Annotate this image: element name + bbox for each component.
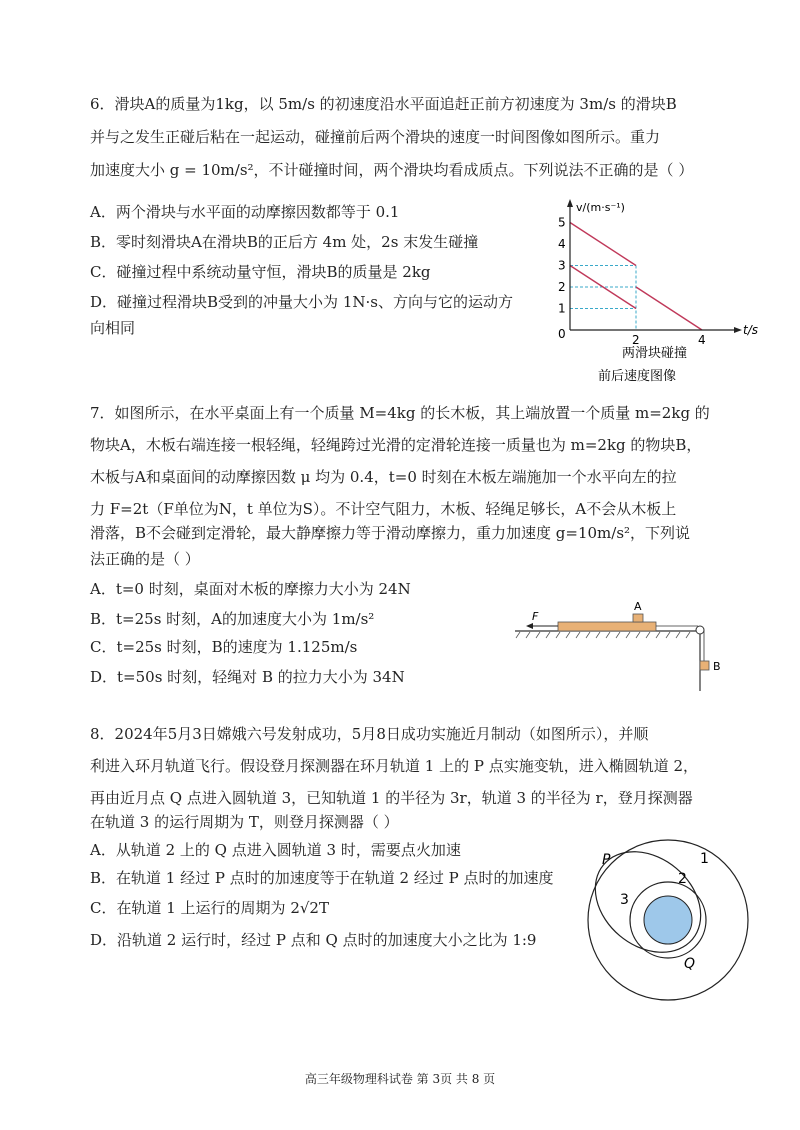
- q8-option-c: C．在轨道 1 上运行的周期为 2√2T: [90, 899, 329, 917]
- q7-stem-line-3: 木板与A和桌面间的动摩擦因数 μ 均为 0.4，t=0 时刻在木板左端施加一个水平向左的拉: [90, 468, 677, 486]
- q8-option-d: D．沿轨道 2 运行时，经过 P 点和 Q 点时的加速度大小之比为 1:9: [90, 931, 537, 949]
- table-hatching: [516, 632, 690, 638]
- q7-stem-line-2: 物块A，木板右端连接一根轻绳，轻绳跨过光滑的定滑轮连接一质量也为 m=2kg 的物块B，: [90, 436, 702, 454]
- y-axis-arrow: [567, 199, 573, 207]
- page-footer: 高三年级物理科试卷 第 3页 共 8 页: [304, 1072, 496, 1086]
- q8-stem-line-2: 利进入环月轨道飞行。假设登月探测器在环月轨道 1 上的 P 点实施变轨，进入椭圆轨道 2，: [90, 757, 699, 775]
- x-axis-arrow: [734, 327, 742, 333]
- y-tick-label-1: 1: [558, 301, 566, 316]
- q7-stem-line-5: 滑落，B不会碰到定滑轮，最大静摩擦力等于滑动摩擦力，重力加速度 g=10m/s²，下列说: [90, 524, 691, 542]
- label-orbit-3: 3: [620, 892, 629, 908]
- q6-option-d: D．碰撞过程滑块B受到的冲量大小为 1N·s、方向与它的运动方: [90, 293, 513, 311]
- chart-caption-1: 两滑块碰撞: [622, 346, 688, 361]
- q8-stem-line-4: 在轨道 3 的运行周期为 T，则登月探测器（ ）: [90, 813, 399, 831]
- q7-stem-line-4: 力 F=2t（F单位为N，t 单位为S）。不计空气阻力，木板、轻绳足够长，A不会从木板上: [90, 500, 677, 518]
- label-q: Q: [684, 956, 696, 972]
- q6-option-d-cont: 向相同: [90, 319, 136, 337]
- q7-stem-line-6: 法正确的是（ ）: [90, 550, 200, 568]
- block-b: [700, 661, 709, 670]
- q6-velocity-time-chart: [540, 195, 770, 385]
- x-tick-label-4: 4: [698, 333, 706, 347]
- q6-option-a: A．两个滑块与水平面的动摩擦因数都等于 0.1: [90, 203, 400, 221]
- block-a: [633, 614, 643, 622]
- label-b: B: [713, 660, 721, 673]
- moon: [644, 896, 692, 944]
- q7-option-a: A．t=0 时刻，桌面对木板的摩擦力大小为 24N: [90, 580, 411, 598]
- label-a: A: [634, 600, 642, 613]
- q8-stem-line-1: 8．2024年5月3日嫦娥六号发射成功，5月8日成功实施近月制动（如图所示），并顺: [90, 725, 649, 743]
- pulley: [696, 626, 704, 634]
- long-board: [558, 622, 656, 631]
- q6-option-c: C．碰撞过程中系统动量守恒，滑块B的质量是 2kg: [90, 263, 431, 281]
- q8-orbit-figure: [580, 830, 760, 1010]
- q7-option-b: B．t=25s 时刻，A的加速度大小为 1m/s²: [90, 610, 375, 628]
- q7-stem-line-1: 7．如图所示，在水平桌面上有一个质量 M=4kg 的长木板，其上端放置一个质量 m=2kg 的: [90, 404, 710, 422]
- q8-stem-line-3: 再由近月点 Q 点进入圆轨道 3，已知轨道 1 的半径为 3r，轨道 3 的半径为 r，登月探测器: [90, 789, 693, 807]
- y-tick-label-5: 5: [558, 215, 566, 230]
- label-f: F: [532, 610, 539, 623]
- q7-option-d: D．t=50s 时刻，轻绳对 B 的拉力大小为 34N: [90, 668, 405, 686]
- label-p: P: [602, 852, 611, 868]
- series-line-2: [636, 287, 702, 330]
- q6-stem-line-2: 并与之发生正碰后粘在一起运动，碰撞前后两个滑块的速度一时间图像如图所示。重力: [90, 128, 661, 146]
- y-tick-label-4: 4: [558, 237, 566, 251]
- label-orbit-1: 1: [700, 851, 709, 867]
- q6-option-b: B．零时刻滑块A在滑块B的正后方 4m 处，2s 末发生碰撞: [90, 233, 479, 251]
- label-orbit-2: 2: [678, 871, 687, 887]
- q6-stem-line-3: 加速度大小 g = 10m/s²，不计碰撞时间，两个滑块均看成质点。下列说法不正确的是（ ）: [90, 161, 694, 179]
- y-tick-label-2: 2: [558, 280, 566, 294]
- q8-option-b: B．在轨道 1 经过 P 点时的加速度等于在轨道 2 经过 P 点时的加速度: [90, 869, 554, 887]
- q7-option-c: C．t=25s 时刻，B的速度为 1.125m/s: [90, 638, 358, 656]
- chart-caption-2: 前后速度图像: [598, 369, 677, 384]
- origin-label: 0: [558, 327, 566, 341]
- y-axis-label: v/(m·s⁻¹): [576, 201, 625, 214]
- force-arrowhead: [526, 623, 533, 629]
- x-tick-label-2: 2: [632, 333, 640, 347]
- q8-option-a: A．从轨道 2 上的 Q 点进入圆轨道 3 时，需要点火加速: [90, 841, 461, 859]
- q7-board-pulley-figure: [510, 595, 740, 695]
- q6-stem-line-1: 6．滑块A的质量为1kg，以 5m/s 的初速度沿水平面追赶正前方初速度为 3m/s 的滑块B: [90, 95, 677, 113]
- x-axis-label: t/s: [743, 323, 758, 337]
- series-line-0: [570, 223, 636, 266]
- y-tick-label-3: 3: [558, 258, 566, 273]
